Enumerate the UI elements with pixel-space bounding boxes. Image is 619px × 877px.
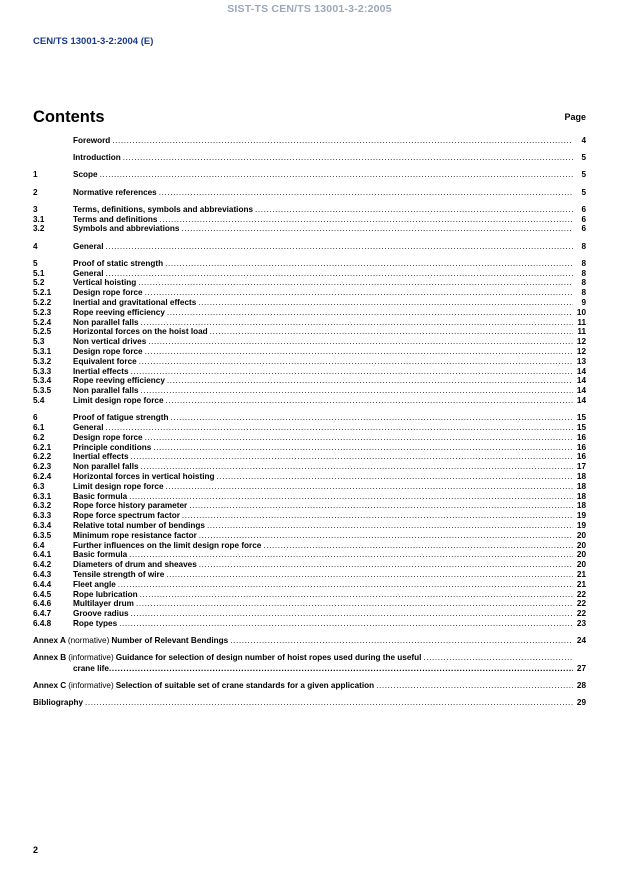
toc-entry[interactable]	[33, 414, 586, 422]
toc-leader-dots	[106, 270, 574, 278]
toc-leader-dots	[109, 665, 573, 673]
toc-entry[interactable]	[33, 512, 586, 520]
toc-leader-dots	[166, 571, 573, 579]
toc-entry-title: Proof of fatigue strength	[73, 413, 169, 423]
toc-entry-title: Rope lubrication	[73, 589, 138, 599]
toc-entry-title: Rope reeving efficiency	[73, 376, 165, 386]
toc-annex-label: Annex A	[33, 636, 66, 646]
toc-entry-page: 21	[576, 579, 586, 589]
toc-entry-number: 6.2.4	[33, 471, 52, 481]
toc-entry-page: 14	[576, 386, 586, 396]
toc-entry-title: Inertial and gravitational effects	[73, 298, 197, 307]
toc-entry-title: Rope reeving efficiency	[73, 307, 165, 317]
toc-entry-number: 5.3.3	[33, 366, 52, 376]
toc-entry-page: 19	[576, 520, 586, 530]
toc-leader-dots	[217, 473, 574, 481]
toc-entry-page: 8	[581, 268, 586, 278]
toc-leader-dots	[145, 289, 573, 297]
toc-entry[interactable]	[33, 483, 586, 491]
toc-leader-dots	[166, 483, 573, 491]
toc-entry-number: 5.2.1	[33, 288, 52, 298]
toc-annex-entry[interactable]	[33, 654, 586, 662]
toc-leader-dots	[263, 542, 573, 550]
toc-entry-number: 6.4.2	[33, 560, 52, 570]
toc-entry[interactable]	[33, 206, 586, 214]
toc-leader-dots	[181, 226, 573, 234]
toc-entry-number: 6.4	[33, 540, 45, 550]
toc-entry-number: 1	[33, 170, 38, 180]
toc-annex-entry[interactable]	[33, 682, 586, 690]
toc-entry-page: 8	[581, 278, 586, 288]
toc-entry-title: Non parallel falls	[73, 462, 139, 472]
toc-entry-number: 5.2.4	[33, 317, 52, 327]
toc-entry-page: 16	[576, 442, 586, 452]
toc-leader-dots	[136, 601, 573, 609]
toc-entry-page: 6	[581, 204, 586, 214]
toc-entry-page: 23	[576, 618, 586, 628]
toc-entry[interactable]	[33, 453, 586, 461]
toc-leader-dots	[167, 378, 573, 386]
toc-entry-number: 5.3	[33, 337, 45, 347]
toc-entry-title: Terms, definitions, symbols and abbreviations	[73, 204, 254, 214]
toc-entry-title: Inertial effects	[73, 452, 129, 462]
toc-entry-title: Equivalent force	[73, 356, 137, 366]
toc-entry-page: 12	[576, 346, 586, 356]
toc-entry-number: 6.4.5	[33, 589, 52, 599]
toc-entry-number: 4	[33, 241, 38, 251]
toc-entry-page: 16	[576, 452, 586, 462]
toc-leader-dots	[141, 387, 573, 395]
toc-entry[interactable]	[33, 189, 586, 197]
toc-leader-dots	[376, 682, 573, 690]
toc-entry[interactable]	[33, 493, 586, 501]
toc-entry-title: General	[73, 422, 104, 432]
toc-entry-page: 5	[581, 170, 586, 180]
toc-entry-title: Terms and definitions	[73, 214, 158, 224]
toc-entry-page: 18	[576, 481, 586, 491]
toc-entry[interactable]	[33, 551, 586, 559]
toc-entry-title: Rope types	[73, 618, 118, 628]
toc-leader-dots	[153, 444, 573, 452]
toc-leader-dots	[199, 532, 573, 540]
toc-annex-continuation[interactable]	[33, 664, 586, 673]
toc-entry-number: 6.2.2	[33, 452, 52, 462]
toc-entry-page: 8	[581, 288, 586, 298]
toc-entry[interactable]	[33, 571, 586, 579]
toc-entry[interactable]	[33, 368, 586, 376]
toc-leader-dots	[159, 189, 573, 197]
toc-entry-page: 20	[576, 540, 586, 550]
toc-entry-title: Normative references	[73, 187, 157, 197]
toc-entry-number: 6.4.3	[33, 569, 52, 579]
toc-leader-dots	[123, 154, 573, 162]
toc-leader-dots	[138, 280, 573, 288]
toc-entry-page: 20	[576, 530, 586, 540]
toc-leader-dots	[167, 309, 573, 317]
toc-entry-title: Non vertical drives	[73, 337, 147, 347]
toc-leader-dots	[165, 260, 573, 268]
toc-entry-number: 3	[33, 204, 38, 214]
toc-leader-dots	[166, 397, 573, 405]
toc-entry[interactable]	[33, 397, 586, 405]
toc-entry-number: 6.3.1	[33, 491, 52, 501]
watermark-header: SIST-TS CEN/TS 13001-3-2:2005	[227, 3, 392, 15]
toc-entry[interactable]	[33, 581, 586, 589]
toc-leader-dots	[118, 581, 573, 589]
toc-entry-number: 5.3.4	[33, 376, 52, 386]
toc-entry-number: 6.2.1	[33, 442, 52, 452]
toc-entry[interactable]	[33, 338, 586, 346]
toc-entry-title: Diameters of drum and sheaves	[73, 560, 197, 570]
toc-entry-title: Groove radius	[73, 609, 129, 619]
toc-entry-number: 5.3.1	[33, 346, 52, 356]
toc-leader-dots	[112, 137, 573, 145]
toc-leader-dots	[106, 243, 574, 251]
toc-entry-page: 8	[581, 241, 586, 251]
toc-entry-title: Basic formula	[73, 550, 128, 560]
toc-leader-dots	[199, 561, 573, 569]
toc-leader-dots	[198, 299, 573, 307]
toc-entry-number: 6.3	[33, 481, 45, 491]
toc-entry-title: Design rope force	[73, 346, 143, 356]
toc-leader-dots	[159, 216, 573, 224]
toc-entry-title: Horizontal forces in vertical hoisting	[73, 471, 215, 481]
toc-leader-dots	[119, 620, 573, 628]
toc-entry-number: 5.2.3	[33, 307, 52, 317]
toc-entry-page: 6	[581, 214, 586, 224]
toc-entry-title: Limit design rope force	[73, 481, 164, 491]
toc-entry-page: 14	[576, 366, 586, 376]
toc-entry-number: 6.4.6	[33, 599, 52, 609]
toc-entry[interactable]	[33, 279, 586, 287]
toc-annex-title: Guidance for selection of design number of hoist ropes used during the useful	[115, 653, 422, 663]
toc-entry-title: Limit design rope force	[73, 395, 164, 405]
toc-entry[interactable]	[33, 299, 586, 307]
toc-leader-dots	[189, 503, 573, 511]
toc-leader-dots	[255, 206, 573, 214]
toc-leader-dots	[131, 610, 573, 618]
toc-leader-dots	[171, 414, 573, 422]
toc-entry-number: 5.2.5	[33, 327, 52, 337]
toc-entry-title: General	[73, 241, 104, 251]
toc-leader-dots	[423, 655, 573, 663]
toc-leader-dots	[131, 368, 573, 376]
toc-entry-title: Fleet angle	[73, 579, 116, 589]
toc-entry-page: 22	[576, 599, 586, 609]
toc-entry-title: Symbols and abbreviations	[73, 224, 180, 234]
toc-entry-page: 6	[581, 224, 586, 234]
toc-entry-title: Horizontal forces on the hoist load	[73, 327, 208, 337]
toc-entry-number: 6.3.5	[33, 530, 52, 540]
toc-entry-title: Non parallel falls	[73, 317, 139, 327]
toc-leader-dots	[106, 424, 574, 432]
toc-annex-page: 24	[576, 636, 586, 646]
toc-annex-label: Annex C	[33, 681, 67, 691]
toc-entry-title: Further influences on the limit design rope force	[73, 540, 262, 550]
toc-entry-number: 6	[33, 413, 38, 423]
toc-entry[interactable]	[33, 600, 586, 608]
toc-entry-number: 5.3.2	[33, 356, 52, 366]
document-reference: CEN/TS 13001-3-2:2004 (E)	[33, 36, 154, 47]
toc-entry-number: 3.1	[33, 214, 45, 224]
toc-entry-page: 11	[577, 327, 586, 337]
toc-annex-page: 28	[576, 681, 586, 691]
toc-entry-page: 8	[581, 258, 586, 268]
toc-entry-title: Design rope force	[73, 432, 143, 442]
toc-entry[interactable]	[33, 171, 586, 179]
table-of-contents	[33, 137, 586, 709]
toc-entry-page: 4	[581, 136, 586, 145]
toc-entry-page: 13	[576, 356, 586, 366]
toc-leader-dots	[129, 552, 573, 560]
toc-annex-kind: (normative)	[67, 636, 110, 646]
page-column-label: Page	[564, 112, 586, 122]
toc-entry-number: 6.2	[33, 432, 45, 442]
toc-entry[interactable]	[33, 463, 586, 471]
toc-entry-number: 6.2.3	[33, 462, 52, 472]
toc-entry-page: 5	[581, 187, 586, 197]
toc-entry-page: 19	[576, 511, 586, 521]
toc-leader-dots	[85, 700, 573, 708]
toc-leader-dots	[145, 434, 573, 442]
toc-entry[interactable]	[33, 424, 586, 432]
toc-entry-page: 18	[576, 491, 586, 501]
toc-entry-number: 5.3.5	[33, 386, 52, 396]
toc-entry-page: 22	[576, 589, 586, 599]
toc-entry-title: Design rope force	[73, 288, 143, 298]
toc-entry[interactable]	[33, 502, 586, 510]
toc-entry[interactable]	[33, 348, 586, 356]
toc-annex-continuation-page: 27	[576, 664, 586, 674]
toc-entry-page: 5	[581, 153, 586, 163]
toc-entry-number: 6.4.7	[33, 609, 52, 619]
toc-entry-title: Relative total number of bendings	[73, 520, 205, 530]
toc-entry-page: 10	[576, 307, 586, 317]
toc-bibliography-entry[interactable]	[33, 699, 586, 707]
toc-entry[interactable]	[33, 591, 586, 599]
toc-entry-page: 22	[576, 609, 586, 619]
toc-entry-number: 6.3.4	[33, 520, 52, 530]
toc-entry-title: Proof of static strength	[73, 258, 164, 268]
toc-entry-title: Rope force spectrum factor	[73, 511, 180, 521]
toc-leader-dots	[210, 329, 573, 337]
toc-entry[interactable]	[33, 444, 586, 452]
toc-annex-continuation-text: crane life	[73, 664, 109, 674]
toc-leader-dots	[141, 463, 573, 471]
toc-entry-title: Multilayer drum	[73, 599, 134, 609]
toc-entry[interactable]	[33, 328, 586, 336]
toc-entry-page: 18	[576, 501, 586, 511]
toc-entry-title: Foreword	[73, 136, 111, 145]
toc-entry[interactable]	[33, 377, 586, 385]
toc-entry-page: 18	[576, 471, 586, 481]
toc-entry-number: 6.3.2	[33, 501, 52, 511]
toc-bibliography-title: Bibliography	[33, 698, 84, 708]
toc-leader-dots	[182, 512, 573, 520]
toc-entry[interactable]	[33, 154, 586, 162]
toc-entry[interactable]	[33, 270, 586, 278]
toc-entry-page: 21	[576, 569, 586, 579]
toc-entry-page: 20	[576, 550, 586, 560]
toc-entry[interactable]	[33, 319, 586, 327]
toc-entry-title: Basic formula	[73, 491, 128, 501]
toc-leader-dots	[207, 522, 573, 530]
toc-leader-dots	[100, 172, 573, 180]
toc-leader-dots	[141, 319, 573, 327]
toc-entry-number: 5.2	[33, 278, 45, 288]
toc-entry[interactable]	[33, 620, 586, 628]
toc-entry-number: 6.4.8	[33, 618, 52, 628]
footer-page-number: 2	[33, 845, 39, 855]
toc-leader-dots	[131, 454, 573, 462]
toc-leader-dots	[145, 348, 573, 356]
toc-entry-title: Vertical hoisting	[73, 278, 137, 288]
toc-entry[interactable]	[33, 243, 586, 251]
toc-entry[interactable]	[33, 225, 586, 233]
toc-entry-page: 14	[576, 376, 586, 386]
toc-leader-dots	[230, 637, 573, 645]
toc-entry-page: 20	[576, 560, 586, 570]
toc-entry-number: 3.2	[33, 224, 45, 234]
toc-entry-title: Introduction	[73, 153, 121, 163]
toc-entry[interactable]	[33, 216, 586, 224]
toc-annex-kind: (informative)	[68, 681, 114, 691]
toc-entry[interactable]	[33, 289, 586, 297]
toc-entry-title: Tensile strength of wire	[73, 569, 165, 579]
toc-entry-title: Rope force history parameter	[73, 501, 188, 511]
toc-entry-number: 5.4	[33, 395, 45, 405]
toc-annex-kind: (informative)	[68, 653, 114, 663]
toc-leader-dots	[148, 338, 573, 346]
toc-entry[interactable]	[33, 387, 586, 395]
toc-entry[interactable]	[33, 358, 586, 366]
toc-entry-page: 11	[577, 317, 586, 327]
toc-entry-page: 14	[576, 395, 586, 405]
toc-entry[interactable]	[33, 260, 586, 268]
toc-entry[interactable]	[33, 542, 586, 550]
toc-entry-number: 6.3.3	[33, 511, 52, 521]
toc-entry-title: Minimum rope resistance factor	[73, 530, 197, 540]
toc-entry-number: 6.4.4	[33, 579, 52, 589]
toc-entry[interactable]	[33, 137, 586, 145]
toc-entry-page: 15	[576, 413, 586, 423]
toc-entry-page: 12	[576, 337, 586, 347]
toc-annex-title: Number of Relevant Bendings	[111, 636, 229, 646]
toc-entry-number: 2	[33, 187, 38, 197]
toc-annex-label: Annex B	[33, 653, 67, 663]
toc-entry-number: 6.1	[33, 422, 45, 432]
toc-entry[interactable]	[33, 561, 586, 569]
toc-entry-title: Inertial effects	[73, 366, 129, 376]
toc-entry-title: Non parallel falls	[73, 386, 139, 396]
toc-entry-number: 5	[33, 258, 38, 268]
toc-entry-page: 15	[576, 422, 586, 432]
toc-entry[interactable]	[33, 309, 586, 317]
toc-leader-dots	[129, 493, 573, 501]
toc-entry-title: Scope	[73, 170, 98, 180]
toc-entry[interactable]	[33, 610, 586, 618]
toc-entry-title: Principle conditions	[73, 442, 152, 452]
toc-leader-dots	[140, 591, 573, 599]
toc-annex-entry[interactable]	[33, 637, 586, 645]
toc-annex-title: Selection of suitable set of crane standards for a given application	[115, 681, 375, 691]
toc-entry-page: 17	[576, 462, 586, 472]
toc-entry[interactable]	[33, 532, 586, 540]
toc-entry-number: 6.4.1	[33, 550, 52, 560]
toc-entry[interactable]	[33, 434, 586, 442]
toc-entry[interactable]	[33, 522, 586, 530]
page-title: Contents	[33, 108, 105, 126]
toc-entry-title: General	[73, 268, 104, 278]
toc-entry[interactable]	[33, 473, 586, 481]
toc-bibliography-page: 29	[576, 698, 586, 708]
toc-entry-number: 5.1	[33, 268, 45, 278]
toc-entry-page: 16	[576, 432, 586, 442]
toc-entry-page: 9	[581, 298, 586, 307]
toc-leader-dots	[139, 358, 573, 366]
toc-entry-number: 5.2.2	[33, 298, 52, 307]
